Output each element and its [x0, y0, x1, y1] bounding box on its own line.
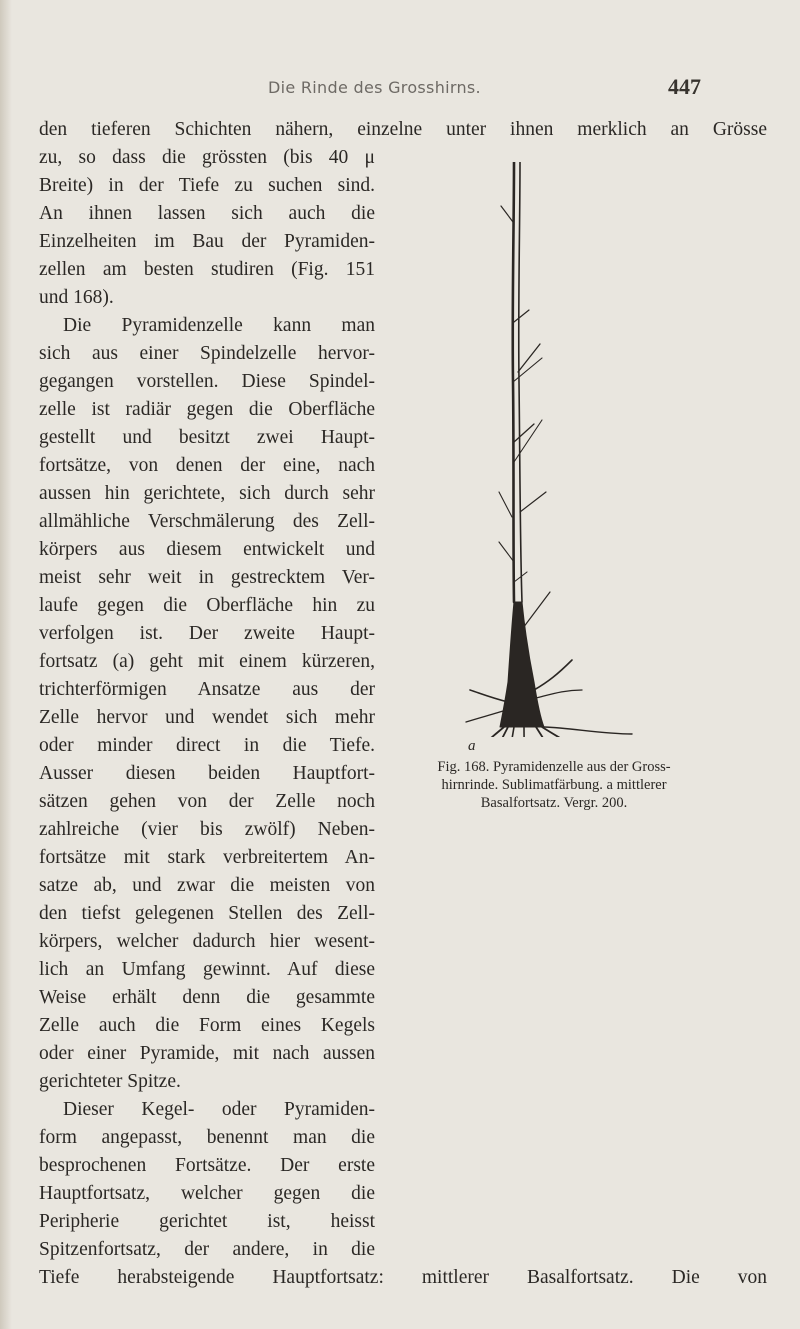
body-text-line: Dieser Kegel- oder Pyramiden- — [63, 1099, 375, 1120]
body-text-line: besprochenen Fortsätze. Der erste — [39, 1155, 375, 1176]
body-text-line: Tiefe herabsteigende Hauptfortsatz: mittlerer Basalfortsatz. Die von — [39, 1267, 767, 1288]
body-text-line: Spitzenfortsatz, der andere, in die — [39, 1239, 375, 1260]
running-title: Die Rinde des Grosshirns. — [268, 78, 481, 97]
body-text-line: Weise erhält denn die gesammte — [39, 987, 375, 1008]
caption-line: Fig. 168. Pyramidenzelle aus der Gross- — [437, 759, 671, 775]
body-text-line: den tieferen Schichten nähern, einzelne unter ihnen merklich an Grösse — [39, 119, 767, 140]
page-edge-shadow — [0, 0, 12, 1329]
caption-line: Basalfortsatz. Vergr. 200. — [480, 795, 628, 811]
body-text-line: trichterförmigen Ansatze aus der — [39, 679, 375, 700]
body-text-line: lich an Umfang gewinnt. Auf diese — [39, 959, 375, 980]
page-number: 447 — [668, 74, 701, 99]
body-text-line: fortsätze mit stark verbreitertem An- — [39, 847, 375, 868]
body-text-line: laufe gegen die Oberfläche hin zu — [39, 595, 375, 616]
body-text-line: aussen hin gerichtete, sich durch sehr — [39, 483, 375, 504]
body-text-line: zellen am besten studiren (Fig. 151 — [39, 259, 375, 280]
caption-line: hirnrinde. Sublimatfärbung. a mittlerer — [441, 777, 667, 793]
body-text-line: Ausser diesen beiden Hauptfort- — [39, 763, 375, 784]
body-text-line: körpers, welcher dadurch hier wesent- — [39, 931, 375, 952]
body-text-line: fortsätze, von denen der eine, nach — [39, 455, 375, 476]
figure-label-a: a — [468, 738, 476, 754]
body-text-line: Zelle hervor und wendet sich mehr — [39, 707, 375, 728]
body-text-line: satze ab, und zwar die meisten von — [39, 875, 375, 896]
body-text-line: sich aus einer Spindelzelle hervor- — [39, 343, 375, 364]
body-text-line: oder minder direct in die Tiefe. — [39, 735, 375, 756]
pyramidal-cell-figure — [396, 162, 736, 737]
body-text-line: Die Pyramidenzelle kann man — [63, 315, 375, 336]
body-text-line: zu, so dass die grössten (bis 40 μ — [39, 147, 375, 168]
body-text-line: Hauptfortsatz, welcher gegen die — [39, 1183, 375, 1204]
body-text-line: gerichteter Spitze. — [39, 1071, 181, 1092]
body-text-line: fortsatz (a) geht mit einem kürzeren, — [39, 651, 375, 672]
body-text-line: gegangen vorstellen. Diese Spindel- — [39, 371, 375, 392]
body-text-line: Breite) in der Tiefe zu suchen sind. — [39, 175, 375, 196]
body-text-line: den tiefst gelegenen Stellen des Zell- — [39, 903, 375, 924]
body-text-line: und 168). — [39, 287, 114, 308]
running-header — [0, 74, 800, 104]
body-text-line: An ihnen lassen sich auch die — [39, 203, 375, 224]
body-text-line: körpers aus diesem entwickelt und — [39, 539, 375, 560]
figure-caption — [382, 758, 726, 812]
body-text-line: sätzen gehen von der Zelle noch — [39, 791, 375, 812]
body-text-line: zelle ist radiär gegen die Oberfläche — [39, 399, 375, 420]
body-text-line: zahlreiche (vier bis zwölf) Neben- — [39, 819, 375, 840]
body-text-line: allmähliche Verschmälerung des Zell- — [39, 511, 375, 532]
body-text-line: Peripherie gerichtet ist, heisst — [39, 1211, 375, 1232]
body-text-line: verfolgen ist. Der zweite Haupt- — [39, 623, 375, 644]
body-text-line: gestellt und besitzt zwei Haupt- — [39, 427, 375, 448]
body-text-line: meist sehr weit in gestrecktem Ver- — [39, 567, 375, 588]
body-text-line: oder einer Pyramide, mit nach aussen — [39, 1043, 375, 1064]
body-text-line: form angepasst, benennt man die — [39, 1127, 375, 1148]
body-text-line: Einzelheiten im Bau der Pyramiden- — [39, 231, 375, 252]
body-text-line: Zelle auch die Form eines Kegels — [39, 1015, 375, 1036]
